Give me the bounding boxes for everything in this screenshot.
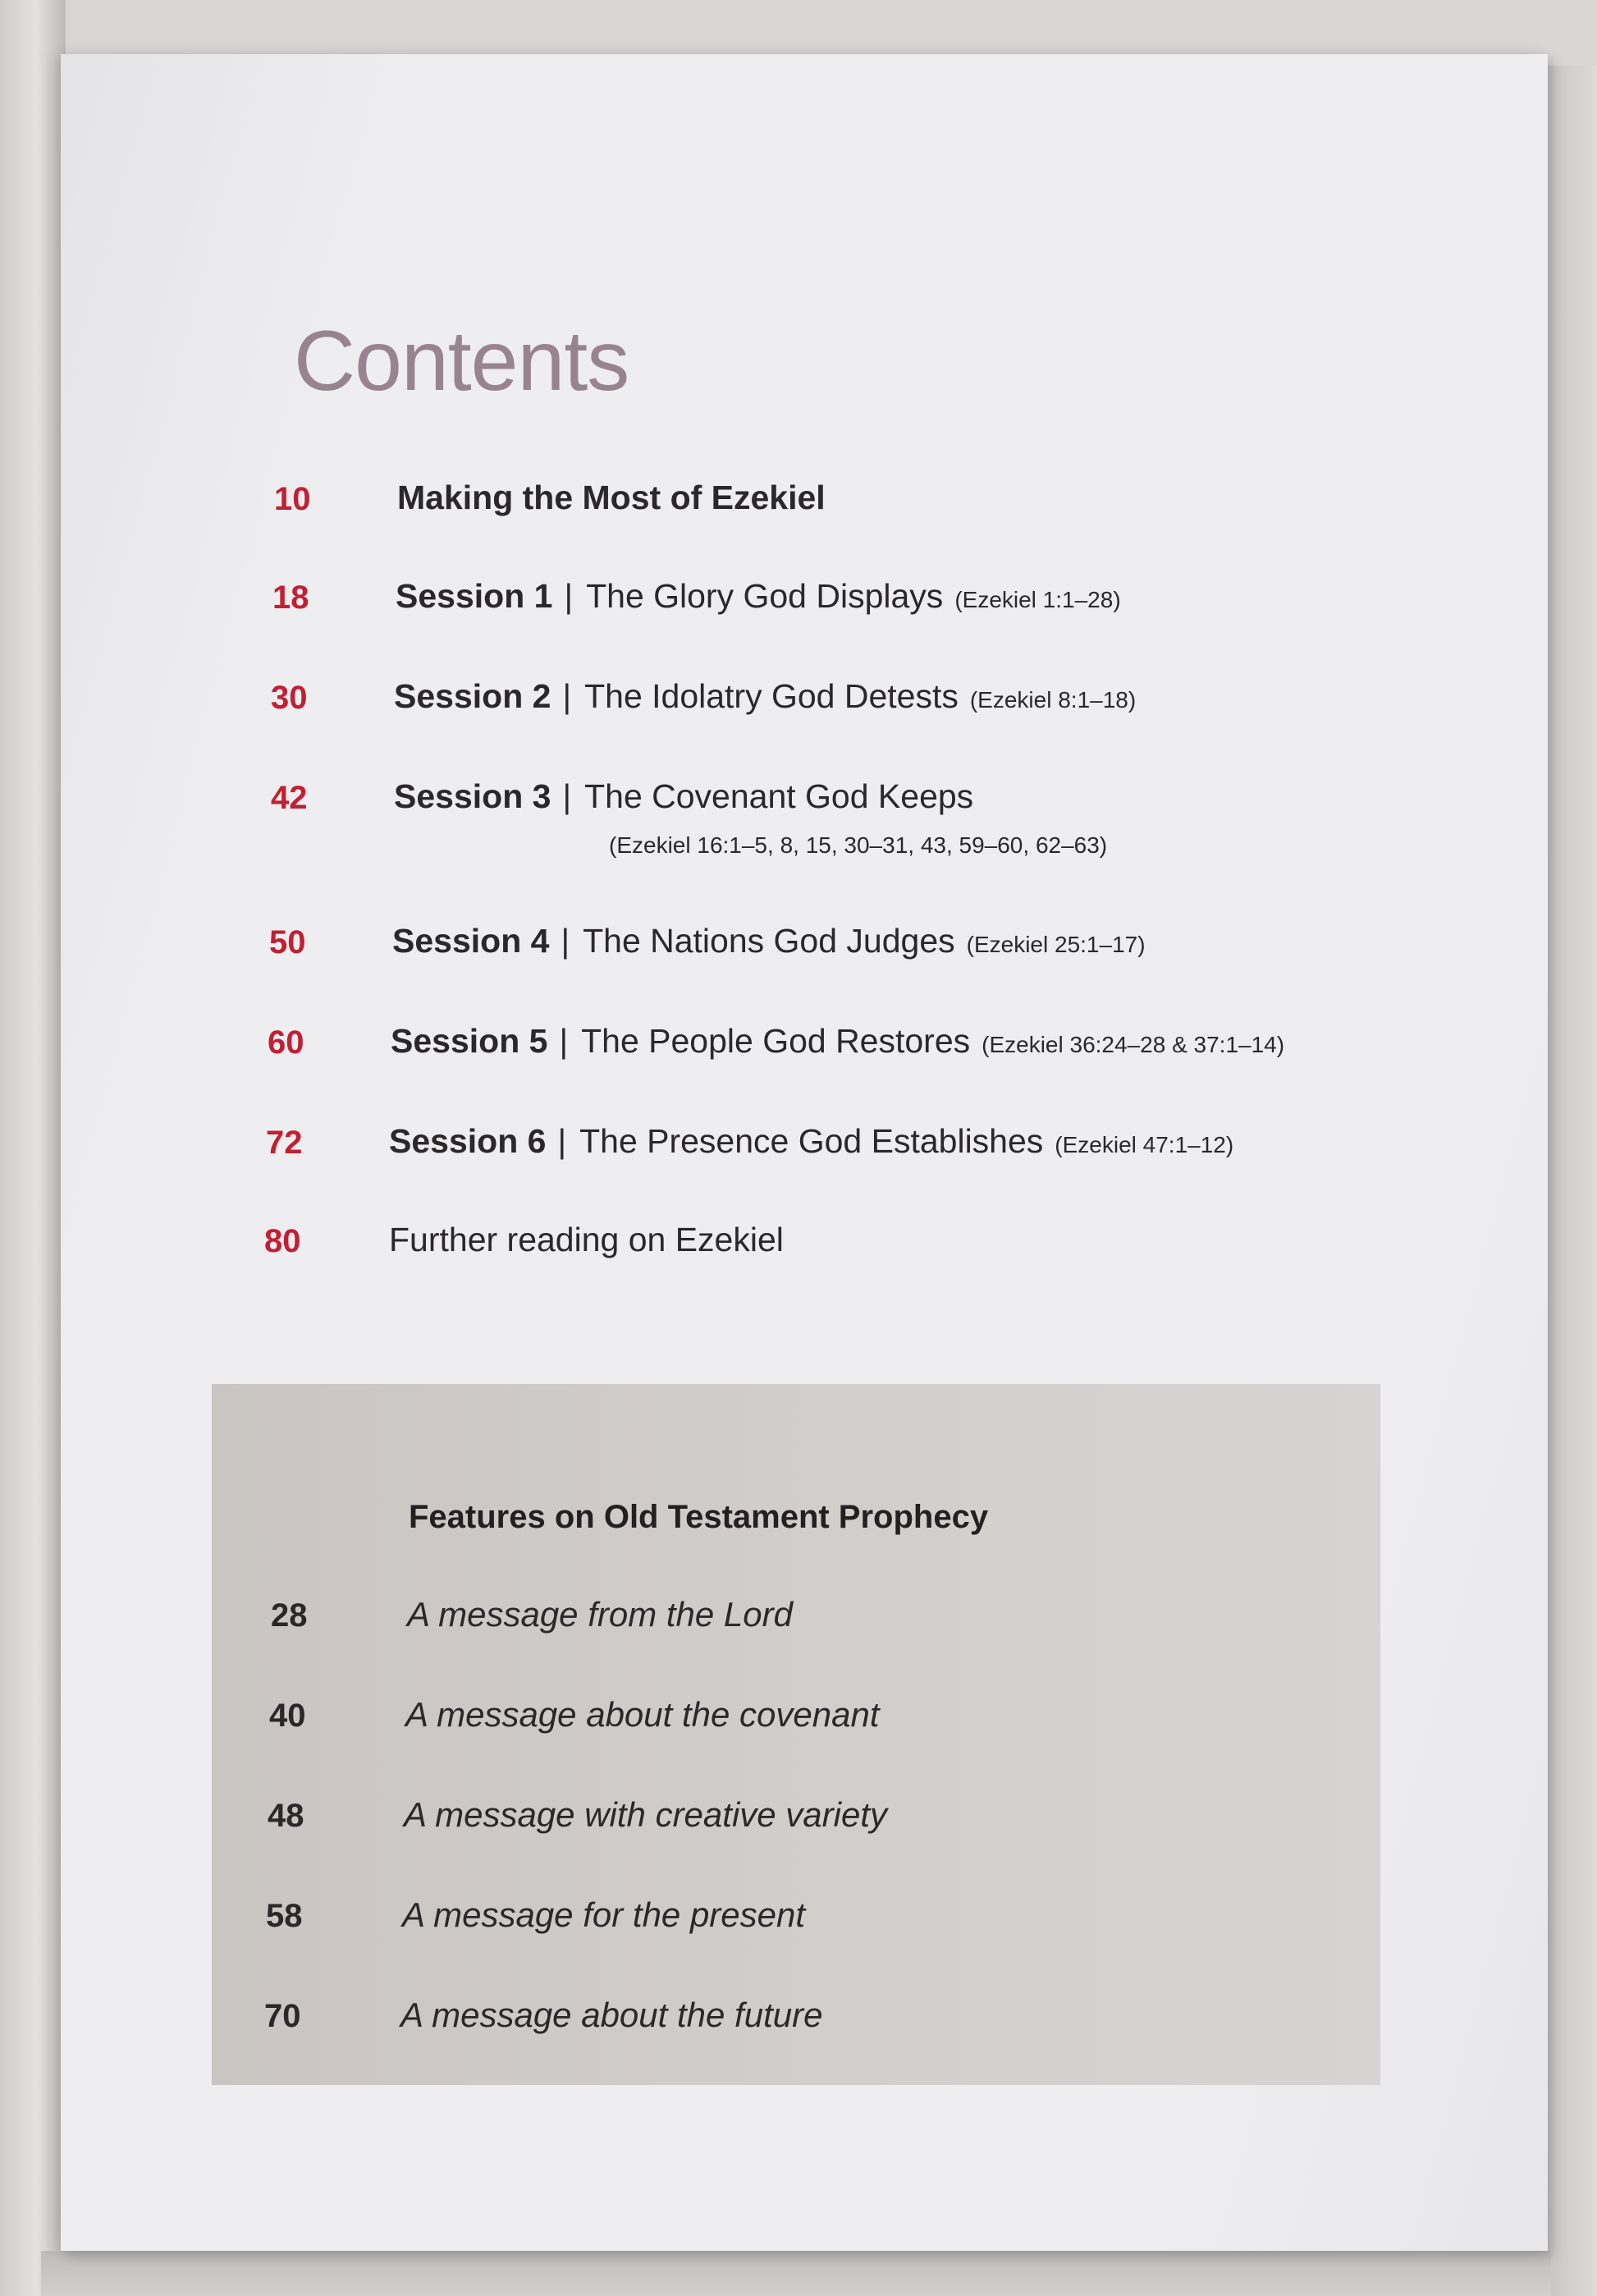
feature-title: A message with creative variety xyxy=(404,1795,888,1834)
toc-entry xyxy=(394,677,1137,715)
separator: | xyxy=(561,922,570,960)
toc-entry xyxy=(391,1024,1284,1058)
session-title: The Idolatry God Detests xyxy=(584,677,959,715)
toc-entry xyxy=(396,577,1121,615)
toc-entry xyxy=(394,777,974,815)
session-title: The Covenant God Keeps xyxy=(584,777,974,815)
toc-page-number: 72 xyxy=(266,1125,303,1161)
feature-page-number: 70 xyxy=(264,1998,301,2034)
session-label: Session 3 xyxy=(394,777,551,815)
separator: | xyxy=(562,677,572,715)
scripture-reference: (Ezekiel 47:1–12) xyxy=(1055,1132,1234,1157)
features-box xyxy=(212,1384,1380,2085)
features-heading: Features on Old Testament Prophecy xyxy=(409,1499,989,1535)
contents-page xyxy=(61,54,1548,2251)
page-title: Contents xyxy=(294,314,629,409)
toc-page-number: 30 xyxy=(271,680,308,716)
toc-page-number: 60 xyxy=(268,1024,304,1061)
session-label: Session 4 xyxy=(392,922,550,960)
scripture-reference: (Ezekiel 16:1–5, 8, 15, 30–31, 43, 59–60, 62–63) xyxy=(609,832,1108,858)
feature-title: A message about the future xyxy=(400,1996,823,2034)
feature-title: A message about the covenant xyxy=(405,1695,880,1734)
page-right-edge xyxy=(1548,66,1597,2296)
feature-page-number: 48 xyxy=(268,1798,304,1834)
feature-page-number: 58 xyxy=(266,1898,303,1934)
feature-title: A message from the Lord xyxy=(407,1595,793,1634)
feature-page-number: 40 xyxy=(269,1698,306,1734)
scripture-reference: (Ezekiel 8:1–18) xyxy=(969,687,1137,713)
toc-entry-title: Further reading on Ezekiel xyxy=(389,1221,784,1258)
separator: | xyxy=(564,577,574,615)
scripture-reference: (Ezekiel 25:1–17) xyxy=(966,932,1146,957)
toc-page-number: 80 xyxy=(264,1223,301,1259)
session-label: Session 2 xyxy=(394,677,551,715)
scripture-reference: (Ezekiel 36:24–28 & 37:1–14) xyxy=(982,1032,1285,1057)
session-title: The People God Restores xyxy=(581,1022,971,1060)
scripture-reference: (Ezekiel 1:1–28) xyxy=(954,587,1121,612)
session-title: The Presence God Establishes xyxy=(579,1122,1044,1160)
toc-page-number: 18 xyxy=(272,580,309,616)
separator: | xyxy=(562,777,572,815)
session-title: The Nations God Judges xyxy=(583,922,955,960)
session-title: The Glory God Displays xyxy=(586,577,944,615)
feature-title: A message for the present xyxy=(402,1895,806,1934)
book-spine xyxy=(0,0,66,2296)
separator: | xyxy=(559,1022,569,1060)
feature-page-number: 28 xyxy=(271,1597,308,1634)
toc-entry xyxy=(392,924,1146,958)
toc-page-number: 10 xyxy=(274,481,311,517)
session-label: Session 5 xyxy=(391,1022,548,1060)
session-label: Session 6 xyxy=(389,1122,547,1160)
toc-page-number: 42 xyxy=(271,780,308,816)
toc-page-number: 50 xyxy=(269,924,306,960)
page-bottom-edge xyxy=(41,2251,1551,2296)
separator: | xyxy=(557,1122,567,1160)
session-label: Session 1 xyxy=(396,577,553,615)
toc-entry-title: Making the Most of Ezekiel xyxy=(397,479,826,516)
toc-entry xyxy=(389,1122,1234,1160)
